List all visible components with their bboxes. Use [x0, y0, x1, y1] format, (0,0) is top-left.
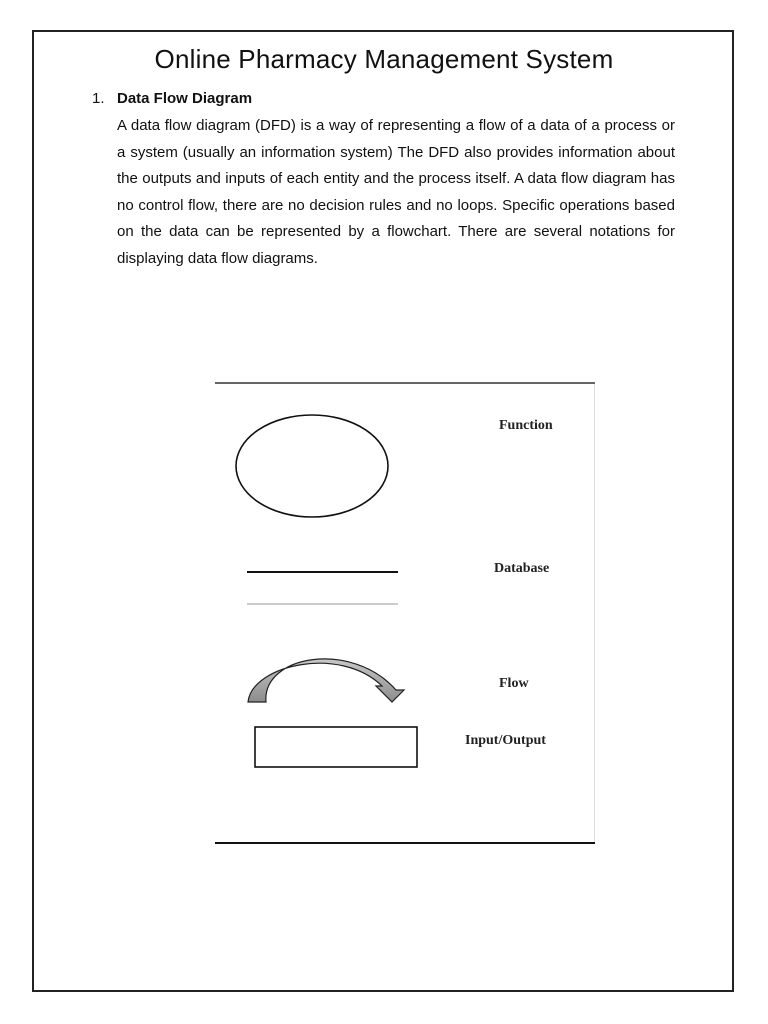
section-heading: Data Flow Diagram: [117, 90, 253, 107]
section-paragraph: A data flow diagram (DFD) is a way of representing a flow of a data of a process or a system (usually an information system) The DFD also provides information about the outputs and inputs of each entity and the process itself. A data flow diagram has no control flow, there are no decision rules and no loops. Specific operations based on the data can be represented by a flowchart. There are several notations for displaying data flow diagrams.: [117, 117, 675, 267]
legend-label-function: Function: [499, 418, 553, 433]
curved-arrow-icon: [248, 659, 404, 702]
page-title: Online Pharmacy Management System: [154, 44, 614, 74]
section-number: 1.: [92, 90, 105, 107]
ellipse-icon: [236, 415, 388, 517]
legend-label-input-output: Input/Output: [465, 733, 546, 748]
legend-label-flow: Flow: [499, 676, 529, 691]
legend-label-database: Database: [494, 561, 550, 576]
rectangle-icon: [255, 727, 417, 767]
parallel-lines-icon: [247, 572, 398, 604]
